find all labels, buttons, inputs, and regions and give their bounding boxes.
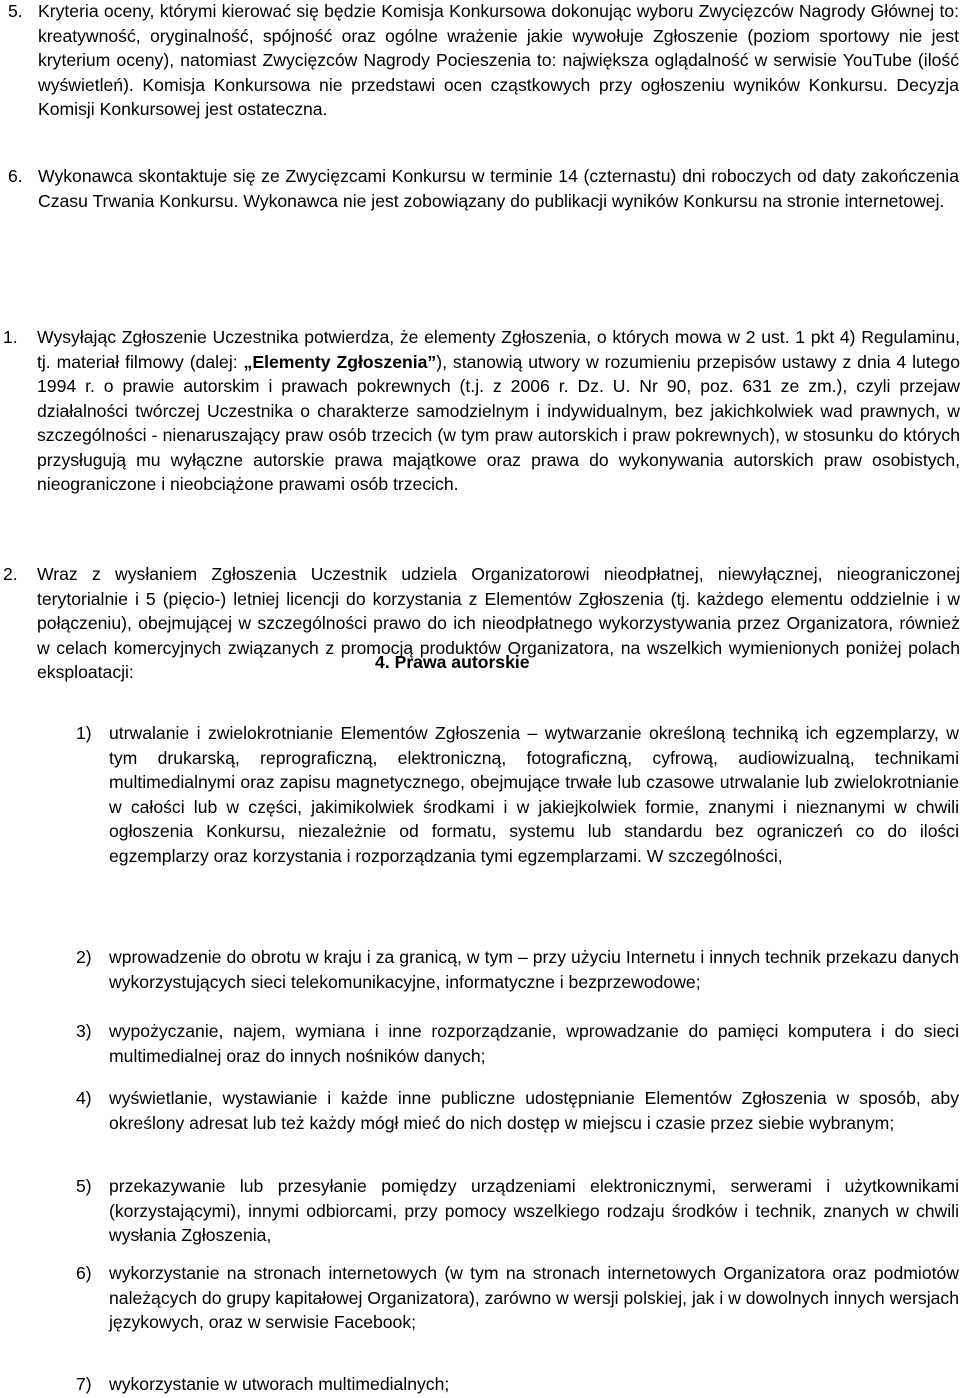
field-text: przekazywanie lub przesyłanie pomiędzy urządzeniami elektronicznymi, serwerami i użytkownikami (korzystającymi), innymi odbiorcami, przy pomocy wszelkiego rodzaju środków i technik, znanych w chwili wysłania Zgłoszenia, xyxy=(109,1176,959,1245)
paragraph-number: 2. xyxy=(3,564,18,584)
field-item xyxy=(76,721,959,868)
field-item xyxy=(76,1372,959,1397)
field-text: wypożyczanie, najem, wymiana i inne rozporządzanie, wprowadzanie do pamięci komputera i do sieci multimedialnej oraz do innych nośników danych; xyxy=(109,1021,959,1066)
section-title: Prawa autorskie xyxy=(394,652,530,672)
field-number: 6) xyxy=(76,1263,92,1283)
field-number: 5) xyxy=(76,1176,92,1196)
item-text: Kryteria oceny, którymi kierować się będzie Komisja Konkursowa dokonując wyboru Zwycięzców Nagrody Głównej to: kreatywność, oryginalność, spójność oraz ogólne wrażenie jakie wywołuje Zgłoszenie (poziom sportowy nie jest kryterium oceny), natomiast Zwycięzców Nagrody Pocieszenia to: największa oglądalność w serwisie YouTube (ilość wyświetleń). Komisja Konkursowa nie przedstawi ocen cząstkowych przy ogłoszeniu wyników Konkursu. Decyzja Komisji Konkursowej jest ostateczna. xyxy=(38,1,959,119)
item-text: Wykonawca skontaktuje się ze Zwycięzcami Konkursu w terminie 14 (czternastu) dni roboczych od daty zakończenia Czasu Trwania Konkursu. Wykonawca nie jest zobowiązany do publikacji wyników Konkursu na stronie internetowej. xyxy=(38,166,959,211)
defined-term: „Elementy Zgłoszenia” xyxy=(243,351,437,372)
field-item xyxy=(76,1261,959,1335)
field-number: 3) xyxy=(76,1021,92,1041)
item-number: 6. xyxy=(8,166,23,186)
paragraph-text xyxy=(37,325,960,497)
item-number: 5. xyxy=(8,1,23,21)
field-item xyxy=(76,1019,959,1068)
paragraph-text: Wraz z wysłaniem Zgłoszenia Uczestnik udziela Organizatorowi nieodpłatnej, niewyłącznej, nieograniczonej terytorialnie i 5 (pięcio-) letniej licencji do korzystania z Elementów Zgłoszenia (tj. każdego elementu oddzielnie i w połączeniu), obejmującej w szczególności prawo do ich nieodpłatnego wykorzystywania przez Organizatora, również w celach komercyjnych związanych z promocją produktów Organizatora, na wszelkich wymienionych poniżej polach eksploatacji: xyxy=(37,564,960,682)
field-number: 1) xyxy=(76,723,92,743)
field-item xyxy=(76,1086,959,1135)
field-text: wykorzystanie na stronach internetowych (w tym na stronach internetowych Organizatora oraz podmiotów należących do grupy kapitałowej Organizatora), zarówno w wersji polskiej, jak i w dowolnych innych wersjach językowych, oraz w serwisie Facebook; xyxy=(109,1263,959,1332)
field-number: 4) xyxy=(76,1088,92,1108)
section-number: 4. xyxy=(375,652,390,672)
paragraph-2 xyxy=(3,562,960,685)
field-number: 7) xyxy=(76,1374,92,1394)
field-number: 2) xyxy=(76,947,92,967)
list-item xyxy=(8,164,960,213)
paragraph-1 xyxy=(3,325,960,497)
field-text: utrwalanie i zwielokrotnianie Elementów Zgłoszenia – wytwarzanie określoną techniką ich egzemplarzy, w tym drukarską, reprograficzną, elektroniczną, fotograficzną, cyfrową, audiowizualną, technikami multimedialnymi oraz zapisu magnetycznego, obejmujące trwałe lub czasowe utrwalanie lub zwielokrotnianie w całości lub w części, jakimikolwiek środkami i w jakiejkolwiek formie, znanymi i nieznanymi w chwili ogłoszenia Konkursu, niezależnie od formatu, systemu lub standardu bez ograniczeń co do ilości egzemplarzy oraz korzystania i rozporządzania tymi egzemplarzami. W szczególności, xyxy=(109,723,959,866)
field-item xyxy=(76,1174,959,1248)
paragraph-number: 1. xyxy=(3,327,18,347)
paragraph-text-end: ), stanowią utwory w rozumieniu przepisów ustawy z dnia 4 lutego 1994 r. o prawie autorskim i prawach pokrewnych (t.j. z 2006 r. Dz. U. Nr 90, poz. 631 ze zm.), czyli przejaw działalności twórczej Uczestnika o charakterze samodzielnym i indywidualnym, bez jakichkolwiek wad prawnych, w szczególności - nienaruszający praw osób trzecich (w tym praw autorskich i praw pokrewnych), w stosunku do których przysługują mu wyłączne autorskie prawa majątkowe oraz prawa do wykonywania autorskich praw osobistych, nieograniczone i nieobciążone prawami osób trzecich. xyxy=(37,351,960,494)
field-text: wyświetlanie, wystawianie i każde inne publiczne udostępnianie Elementów Zgłoszenia w sposób, aby określony adresat lub też każdy mógł mieć do nich dostęp w miejscu i czasie przez siebie wybranym; xyxy=(109,1088,959,1133)
field-text: wprowadzenie do obrotu w kraju i za granicą, w tym – przy użyciu Internetu i innych technik przekazu danych wykorzystujących sieci telekomunikacyjne, informatyczne i bezprzewodowe; xyxy=(109,947,959,992)
field-text: wykorzystanie w utworach multimedialnych; xyxy=(109,1374,450,1394)
paragraph-text-start: Wysyłając Zgłoszenie Uczestnika potwierdza, że elementy Zgłoszenia, o których mowa w 2 ust. 1 pkt 4) Regulaminu, tj. materiał filmowy (dalej: xyxy=(37,327,960,372)
list-item xyxy=(8,0,960,122)
field-item xyxy=(76,945,959,994)
